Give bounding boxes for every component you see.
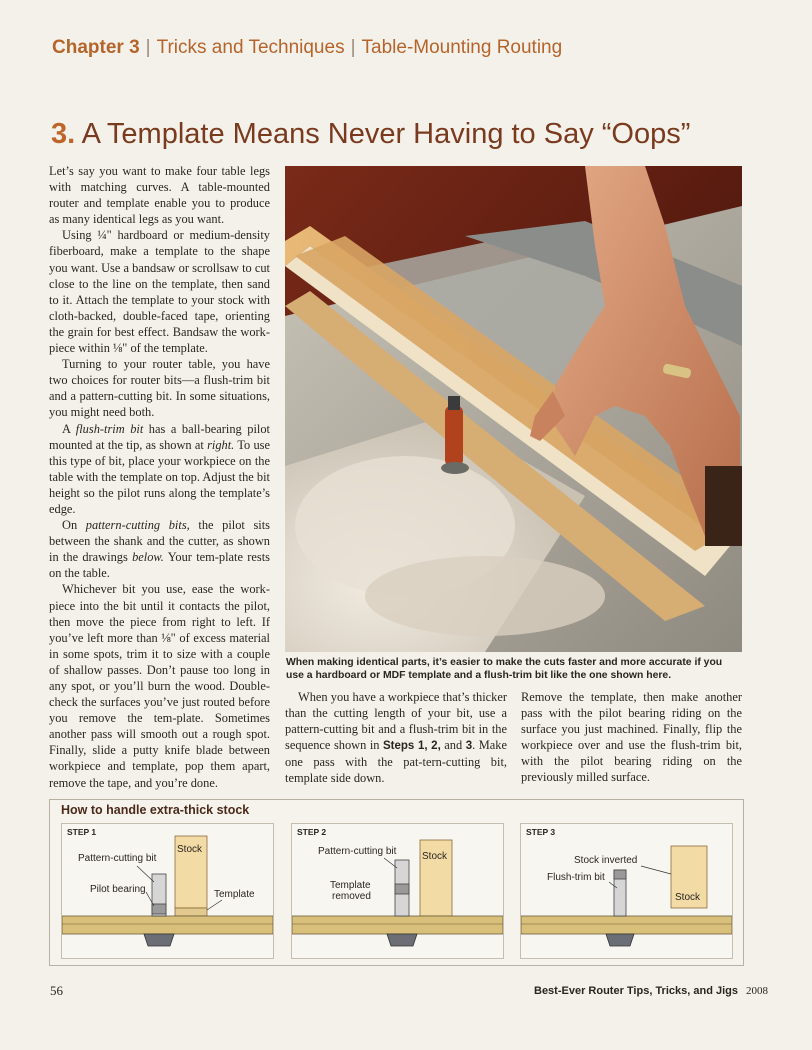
paragraph — [285, 689, 507, 787]
step-1-drawing — [62, 824, 273, 958]
table-top — [521, 916, 732, 934]
step-3-drawing — [521, 824, 732, 958]
page-number: 56 — [50, 983, 63, 998]
pilot-bearing — [395, 884, 409, 894]
photo-illustration — [285, 166, 742, 652]
paragraph: Turning to your router table, you have two choices for router bits—a flush-trim bit and a pattern-cutting bit. In some situations, you might need both. — [49, 357, 270, 420]
paragraph: Let’s say you want to make four table legs with matching curves. A table-mounted router and template enable you to produce as many identical legs as you want. — [49, 164, 270, 227]
paragraph — [49, 421, 270, 518]
diagram-step-3 — [520, 823, 733, 959]
step-1-label: STEP 1 — [67, 827, 97, 837]
label-template: Template — [214, 889, 255, 900]
text-run: the pilot sits between the shank and the cutter, as shown in the drawings — [49, 518, 271, 565]
label-stock: Stock — [675, 892, 701, 903]
step-2-drawing — [292, 824, 503, 958]
book-year: 2008 — [745, 985, 768, 997]
photo-caption: When making identical parts, it’s easier to make the cuts faster and more accurate if you use a hardboard or MDF template and a flush-trim bit like the one shown here. — [286, 657, 723, 681]
label-stock-inverted: Stock inverted — [574, 855, 638, 866]
diagram-title: How to handle extra-thick stock — [61, 803, 250, 817]
label-stock: Stock — [177, 844, 203, 855]
body-column — [49, 163, 270, 791]
ref-below: below. — [132, 550, 164, 565]
table-top — [62, 916, 273, 934]
diagram-step-1 — [61, 823, 274, 959]
diagram-step-2 — [291, 823, 504, 959]
router-collet — [606, 934, 634, 946]
text-run: When you have a workpiece that’s thicker than the cutting length of your bit, use a pattern-cutting bit and a flush-trim bit in the sequence shown in — [285, 690, 507, 753]
ref-right: right. — [207, 437, 235, 452]
header-separator: | — [350, 37, 356, 58]
title-number: 3. — [51, 118, 76, 150]
text-run: . Make one pass with the pat-tern-cutting bit, template side down. — [285, 738, 507, 786]
label-template-removed-1: Template — [330, 880, 371, 891]
text-run: and — [440, 738, 466, 753]
label-stock: Stock — [422, 851, 448, 862]
label-flush-trim-bit: Flush-trim bit — [547, 872, 605, 883]
text-run: To use this type of bit, place your workpiece on the table with the template on top. Adjust the bit height so the pilot runs along the template’s edge. — [49, 437, 270, 516]
steps-reference: Steps 1, 2, — [383, 740, 441, 753]
body-column-2 — [285, 689, 507, 787]
text-run: has a ball-bearing pilot mounted at the tip, as shown at — [49, 421, 270, 452]
chapter-header — [52, 37, 562, 59]
footer-book — [534, 985, 768, 997]
paragraph: Using ¼" hardboard or medium-density fiberboard, make a template to the shape you want. Use a bandsaw or scrollsaw to cut close to the line on the template, then sand to it. Attach the template to your stock with cloth-backed, double-faced tape, orienting the grain for best effect. Bandsaw the work-piece within ⅛" of the template. — [49, 228, 270, 356]
pilot-bearing — [614, 870, 626, 879]
title-text: A Template Means Never Having to Say “Oops” — [81, 118, 691, 150]
book-title: Best-Ever Router Tips, Tricks, and Jigs — [534, 985, 738, 997]
section-label: Tricks and Techniques — [156, 37, 345, 58]
body-column-3 — [521, 689, 742, 786]
label-pattern-bit: Pattern-cutting bit — [318, 846, 397, 857]
table-top — [292, 916, 503, 934]
step-2-label: STEP 2 — [297, 827, 327, 837]
paragraph: Whichever bit you use, ease the work-piece into the bit until it contacts the pilot, then move the piece from right to left. If you’ve left more than ⅛" of excess material in some spots, trim it to size with a couple of shallow passes. Don’t pause too long in any spot, or you’ll burn the wood. Double-check the surfaces you’ve just routed before you remove the tem-plate. Sometimes another pass will smooth out a rough spot. Finally, slide a putty knife blade between workpiece and template, pop them apart, remove the tape, and you’re done. — [49, 582, 270, 790]
router-collet — [387, 934, 417, 946]
router-table-photo — [285, 166, 742, 652]
step3-reference: 3 — [465, 740, 473, 753]
text-run: On — [62, 518, 86, 533]
page-title — [51, 118, 690, 151]
subsection-label: Table-Mounting Routing — [361, 37, 563, 58]
chapter-label: Chapter 3 — [52, 37, 140, 58]
label-pattern-bit: Pattern-cutting bit — [78, 853, 157, 864]
template-block — [175, 908, 207, 916]
paragraph: Remove the template, then make another pass with the pilot bearing riding on the surface you just machined. Finally, flip the workpiece over and use the flush-trim bit, with the pilot bearing riding on the previously milled surface. — [521, 690, 742, 785]
label-template-removed-2: removed — [332, 891, 371, 902]
step-3-label: STEP 3 — [526, 827, 556, 837]
header-separator: | — [145, 37, 151, 58]
router-collet — [144, 934, 174, 946]
paragraph — [49, 517, 270, 581]
text-run: A — [62, 421, 76, 436]
term-flush-trim: flush-trim bit — [75, 421, 144, 436]
term-pattern-cutting: pattern-cutting bits, — [85, 518, 190, 533]
text-run: Your tem-plate rests on the table. — [49, 550, 270, 581]
label-pilot-bearing: Pilot bearing — [90, 884, 146, 895]
